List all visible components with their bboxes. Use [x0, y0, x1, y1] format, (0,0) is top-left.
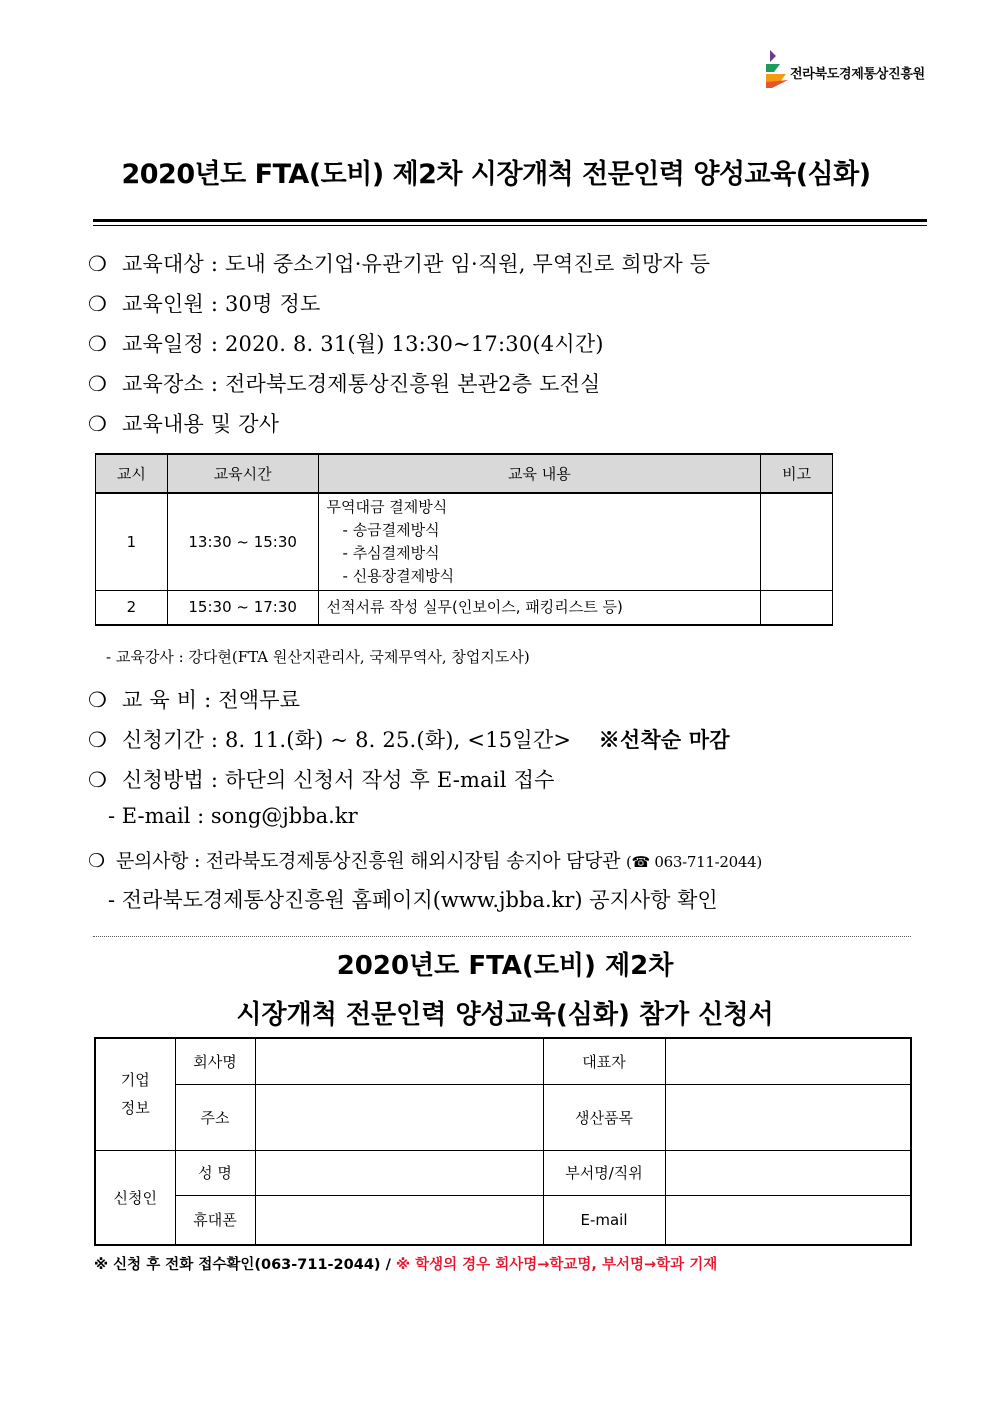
content-line: 선적서류 작성 실무(인보이스, 패킹리스트 등)	[326, 597, 623, 616]
item-period-text: 신청기간 : 8. 11.(화) ~ 8. 25.(화), <15일간>	[122, 728, 572, 752]
application-form-table	[94, 1037, 912, 1246]
circle-bullet-icon: ❍	[88, 292, 108, 316]
item-content	[88, 408, 279, 438]
table-row	[95, 1084, 911, 1150]
address-label: 주소	[175, 1084, 255, 1150]
footnote	[94, 1253, 717, 1274]
company-name-label: 회사명	[175, 1038, 255, 1084]
content-line: - 신용장결제방식	[342, 567, 455, 585]
item-headcount	[88, 288, 320, 318]
item-method-text: 신청방법 : 하단의 신청서 작성 후 E-mail 접수	[122, 768, 555, 792]
circle-bullet-icon: ❍	[88, 688, 108, 712]
dept-field[interactable]	[665, 1150, 911, 1195]
address-field[interactable]	[255, 1084, 543, 1150]
title-rule-thick	[93, 219, 927, 222]
row-note	[761, 493, 833, 591]
header-time: 교육시간	[167, 454, 318, 493]
item-method	[88, 764, 555, 794]
footnote-student: ※ 학생의 경우 회사명→학교명, 부서명→학과 기재	[395, 1257, 718, 1273]
applicant-label: 신청인	[95, 1150, 175, 1245]
header-note: 비고	[761, 454, 833, 493]
organization-logo	[766, 50, 946, 90]
page-title: 2020년도 FTA(도비) 제2차 시장개척 전문인력 양성교육(심화)	[121, 159, 871, 190]
schedule-table	[95, 453, 833, 626]
item-target	[88, 248, 710, 278]
email-line: - E-mail : song@jbba.kr	[108, 804, 358, 828]
item-fee-text: 교 육 비 : 전액무료	[122, 688, 301, 712]
circle-bullet-icon: ❍	[88, 412, 108, 436]
email-field[interactable]	[665, 1195, 911, 1245]
phone-number: (☎ 063-711-2044)	[625, 853, 762, 871]
item-period	[88, 724, 730, 754]
table-row	[95, 1038, 911, 1084]
circle-bullet-icon: ❍	[88, 850, 105, 872]
item-venue	[88, 368, 601, 398]
item-inquiry-text: 문의사항 : 전라북도경제통상진흥원 해외시장팀 송지아 담당관	[116, 850, 621, 872]
ceo-label: 대표자	[543, 1038, 665, 1084]
table-header-row	[96, 454, 833, 493]
instructor-line: - 교육강사 : 강다현(FTA 원산지관리사, 국제무역사, 창업지도사)	[106, 648, 530, 666]
content-line: 무역대금 결제방식	[326, 498, 448, 516]
item-schedule-text: 교육일정 : 2020. 8. 31(월) 13:30~17:30(4시간)	[122, 332, 604, 356]
table-row	[96, 493, 833, 591]
row-period: 1	[96, 493, 168, 591]
row-time: 13:30 ~ 15:30	[167, 493, 318, 591]
logo-mark-icon	[766, 50, 788, 88]
separator-dotted	[93, 936, 911, 937]
dept-label: 부서명/직위	[543, 1150, 665, 1195]
products-field[interactable]	[665, 1084, 911, 1150]
item-headcount-text: 교육인원 : 30명 정도	[122, 292, 321, 316]
company-info-label	[95, 1038, 175, 1150]
ceo-field[interactable]	[665, 1038, 911, 1084]
form-title-line1: 2020년도 FTA(도비) 제2차	[336, 951, 674, 981]
item-venue-text: 교육장소 : 전라북도경제통상진흥원 본관2층 도전실	[122, 372, 601, 396]
circle-bullet-icon: ❍	[88, 332, 108, 356]
item-schedule	[88, 328, 604, 358]
homepage-line: - 전라북도경제통상진흥원 홈페이지(www.jbba.kr) 공지사항 확인	[108, 888, 718, 912]
company-info-label-line2: 정보	[120, 1099, 150, 1118]
item-target-text: 교육대상 : 도내 중소기업·유관기관 임·직원, 무역진로 희망자 등	[122, 252, 711, 276]
circle-bullet-icon: ❍	[88, 768, 108, 792]
row-note	[761, 591, 833, 625]
first-come-note: ※선착순 마감	[598, 727, 730, 752]
row-time: 15:30 ~ 17:30	[167, 591, 318, 625]
circle-bullet-icon: ❍	[88, 728, 108, 752]
item-fee	[88, 684, 300, 714]
content-line: - 송금결제방식	[342, 521, 440, 539]
mobile-field[interactable]	[255, 1195, 543, 1245]
row-period: 2	[96, 591, 168, 625]
products-label: 생산품목	[543, 1084, 665, 1150]
table-row	[95, 1150, 911, 1195]
title-rule-thin	[93, 225, 927, 226]
mobile-label: 휴대폰	[175, 1195, 255, 1245]
table-row	[95, 1195, 911, 1245]
circle-bullet-icon: ❍	[88, 372, 108, 396]
company-name-field[interactable]	[255, 1038, 543, 1084]
name-label: 성 명	[175, 1150, 255, 1195]
company-info-label-line1: 기업	[120, 1071, 150, 1090]
item-inquiry	[88, 846, 762, 873]
content-line: - 추심결제방식	[342, 544, 440, 562]
footnote-confirm: ※ 신청 후 전화 접수확인(063-711-2044) /	[94, 1257, 396, 1273]
header-content: 교육 내용	[318, 454, 761, 493]
row-content	[318, 493, 761, 591]
header-period: 교시	[96, 454, 168, 493]
circle-bullet-icon: ❍	[88, 252, 108, 276]
table-row	[96, 591, 833, 625]
email-label: E-mail	[543, 1195, 665, 1245]
form-title-line2: 시장개척 전문인력 양성교육(심화) 참가 신청서	[236, 1000, 774, 1030]
name-field[interactable]	[255, 1150, 543, 1195]
item-content-text: 교육내용 및 강사	[122, 412, 280, 436]
row-content	[318, 591, 761, 625]
logo-text: 전라북도경제통상진흥원	[790, 67, 925, 82]
